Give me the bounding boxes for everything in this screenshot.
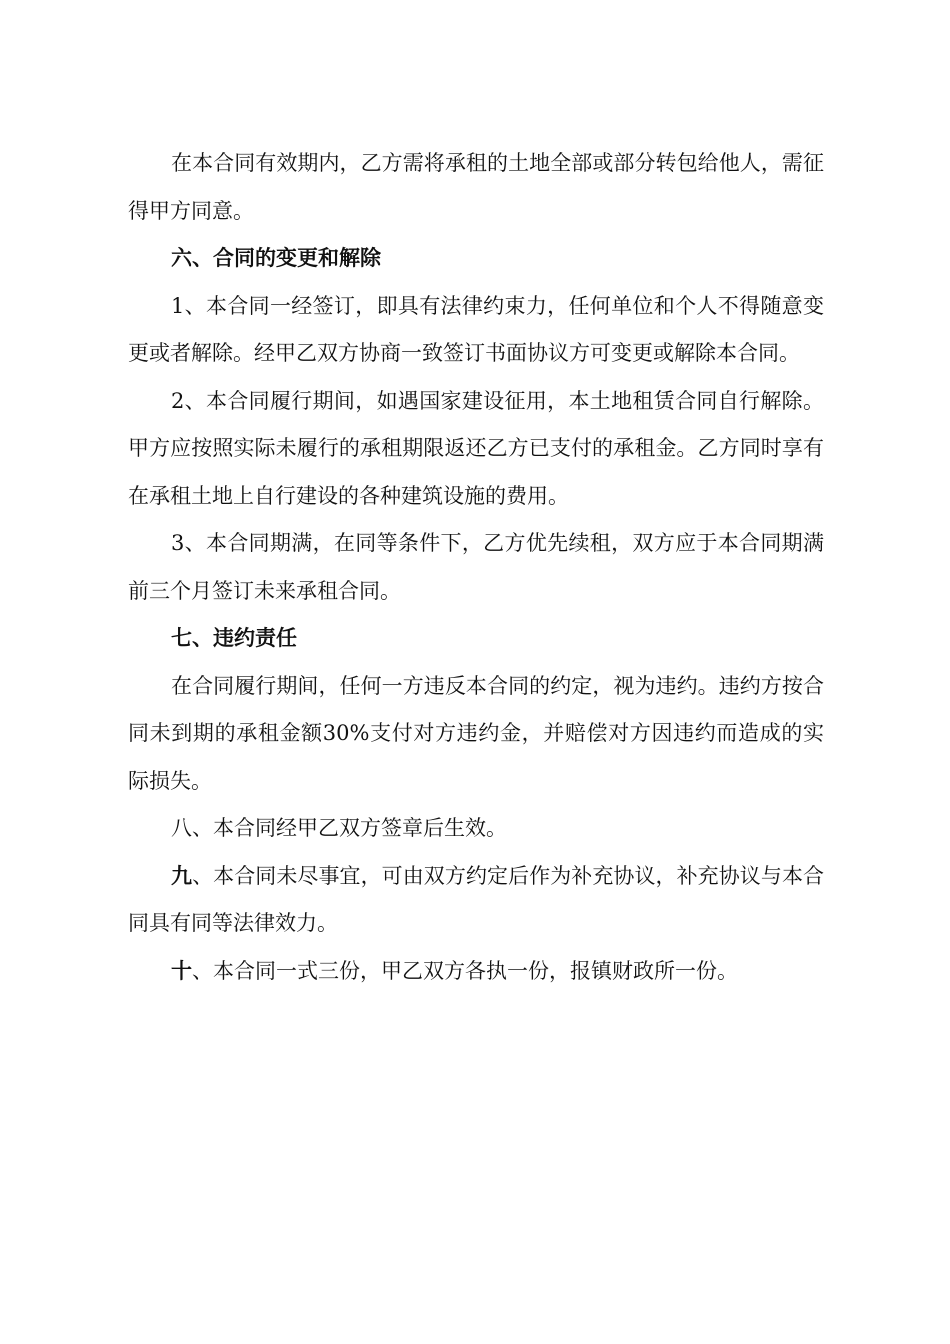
section-heading-6: 六、合同的变更和解除 bbox=[171, 246, 381, 270]
paragraph-9-text: 、本合同未尽事宜，可由双方约定后作为补充协议，补充协议与本合同具有同等法律效力。 bbox=[128, 863, 825, 935]
section-heading-7: 七、违约责任 bbox=[171, 626, 297, 650]
paragraph-7-breach: 在合同履行期间，任何一方违反本合同的约定，视为违约。违约方按合同未到期的承租金额30%支付对方违约金，并赔偿对方因违约而造成的实际损失。 bbox=[128, 673, 824, 793]
paragraph-8-effective: 八、本合同经甲乙双方签章后生效。 bbox=[171, 816, 507, 840]
paragraph-9-supplement bbox=[128, 853, 824, 948]
clause-number-10: 十 bbox=[171, 958, 192, 983]
document-page bbox=[128, 140, 824, 995]
paragraph-6-2: 2、本合同履行期间，如遇国家建设征用，本土地租赁合同自行解除。甲方应按照实际未履行的承租期限返还乙方已支付的承租金。乙方同时享有在承租土地上自行建设的各种建筑设施的费用。 bbox=[128, 388, 824, 508]
clause-number-9: 九 bbox=[171, 863, 193, 888]
paragraph-10-text: 、本合同一式三份，甲乙双方各执一份，报镇财政所一份。 bbox=[192, 958, 738, 983]
paragraph-6-1: 1、本合同一经签订，即具有法律约束力，任何单位和个人不得随意变更或者解除。经甲乙双方协商一致签订书面协议方可变更或解除本合同。 bbox=[128, 293, 824, 365]
paragraph-6-3: 3、本合同期满，在同等条件下，乙方优先续租，双方应于本合同期满前三个月签订未来承租合同。 bbox=[128, 531, 824, 603]
paragraph-10-copies bbox=[128, 948, 824, 996]
paragraph-sublease-consent: 在本合同有效期内，乙方需将承租的土地全部或部分转包给他人，需征得甲方同意。 bbox=[128, 151, 824, 223]
